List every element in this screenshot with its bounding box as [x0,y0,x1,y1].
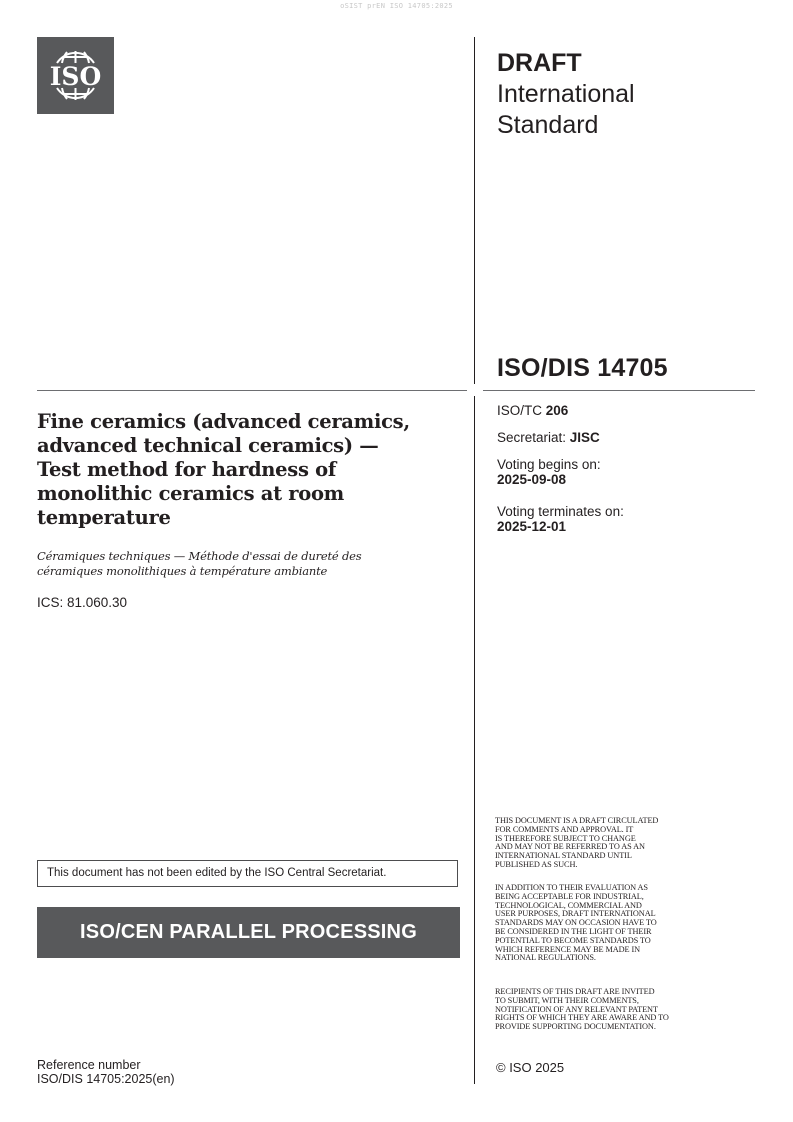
notice-line: BE CONSIDERED IN THE LIGHT OF THEIR [495,926,652,936]
notice-line: RIGHTS OF WHICH THEY ARE AWARE AND TO [495,1013,669,1023]
edited-notice-box: This document has not been edited by the ISO Central Secretariat. [37,860,458,887]
notice-line: USER PURPOSES, DRAFT INTERNATIONAL [495,909,656,919]
document-title [37,410,457,530]
notice-line: INTERNATIONAL STANDARD UNTIL [495,851,632,861]
notice-line: PROVIDE SUPPORTING DOCUMENTATION. [495,1022,656,1032]
notice-line: RECIPIENTS OF THIS DRAFT ARE INVITED [495,987,655,996]
secretariat-value: JISC [569,430,600,445]
parallel-processing-banner: ISO/CEN PARALLEL PROCESSING [37,907,460,958]
notice-line: PUBLISHED AS SUCH. [495,859,578,869]
notice-line: TO SUBMIT, WITH THEIR COMMENTS, [495,995,639,1005]
tc-number: 206 [545,403,569,418]
title-line: temperature [37,506,171,529]
voting-begins [497,457,601,487]
title-line: Test method for hardness of [37,458,336,481]
notice-line: NOTIFICATION OF ANY RELEVANT PATENT [495,1004,658,1014]
title-line: monolithic ceramics at room [37,482,345,505]
notice-line: POTENTIAL TO BECOME STANDARDS TO [495,935,651,945]
french-title [37,549,437,579]
draft-notice-3 [495,988,705,1032]
notice-line: AND MAY NOT BE REFERRED TO AS AN [495,842,645,852]
draft-label: DRAFT [497,49,582,77]
voting-begins-label: Voting begins on: [497,457,601,472]
type-line-2: Standard [497,111,599,139]
type-line-1: International [497,80,635,108]
french-title-line: Céramiques techniques — Méthode d'essai de dureté des [37,549,362,563]
notice-line: THIS DOCUMENT IS A DRAFT CIRCULATED [495,816,659,825]
notice-line: BEING ACCEPTABLE FOR INDUSTRIAL, [495,891,644,901]
reference-label: Reference number [37,1058,141,1072]
notice-line: FOR COMMENTS AND APPROVAL. IT [495,824,634,834]
vertical-divider-bottom [474,396,475,1084]
secretariat [497,430,600,445]
svg-text:ISO: ISO [49,62,102,91]
secretariat-label: Secretariat: [497,430,567,445]
reference-number [37,1058,175,1086]
voting-terminates-date: 2025-12-01 [497,519,567,534]
voting-terminates-label: Voting terminates on: [497,504,624,519]
notice-line: WHICH REFERENCE MAY BE MADE IN [495,944,641,954]
notice-line: NATIONAL REGULATIONS. [495,953,596,963]
iso-logo-icon [37,37,114,114]
reference-value: ISO/DIS 14705:2025(en) [37,1072,175,1086]
watermark: oSIST prEN ISO 14705:2025 [340,2,453,10]
draft-notice-1 [495,817,705,870]
tc-label: ISO/TC [497,403,543,418]
ics-code: ICS: 81.060.30 [37,595,128,610]
horizontal-divider-right [483,390,755,391]
french-title-line: céramiques monolithiques à température ambiante [37,564,328,578]
standard-number: ISO/DIS 14705 [497,354,668,382]
title-line: advanced technical ceramics) — [37,434,379,457]
notice-line: STANDARDS MAY ON OCCASION HAVE TO [495,918,657,928]
technical-committee [497,403,568,418]
horizontal-divider-left [37,390,467,391]
notice-line: IS THEREFORE SUBJECT TO CHANGE [495,833,636,843]
copyright: © ISO 2025 [496,1060,565,1075]
voting-begins-date: 2025-09-08 [497,472,567,487]
vertical-divider-top [474,37,475,384]
notice-line: TECHNOLOGICAL, COMMERCIAL AND [495,900,642,910]
iso-globe-icon [37,37,114,114]
document-stage-heading [497,48,635,141]
voting-terminates [497,504,624,534]
notice-line: IN ADDITION TO THEIR EVALUATION AS [495,883,648,892]
title-line: Fine ceramics (advanced ceramics, [37,410,410,433]
draft-notice-2 [495,884,705,963]
